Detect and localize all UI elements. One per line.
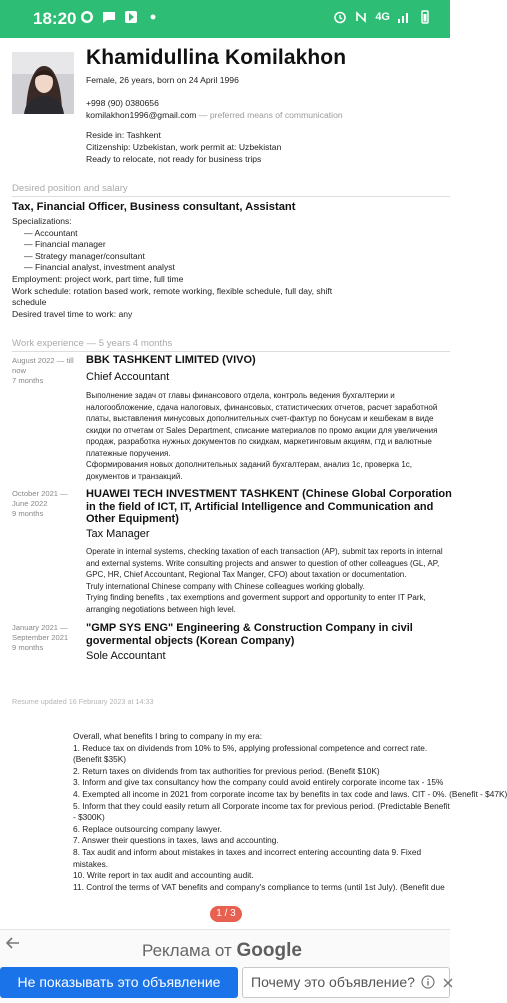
benefits-line: 11. Control the terms of VAT benefits and company's compliance to terms (until 1st July). (Benefit due (73, 881, 445, 892)
desired-details (12, 216, 342, 320)
benefits-line: Overall, what benefits I bring to company in my era⁣: (73, 731, 263, 741)
benefits-line: 7. Answer their questions in taxes, laws and accounting. (73, 835, 279, 846)
back-arrow-icon[interactable] (6, 936, 20, 950)
close-icon[interactable] (443, 978, 453, 988)
desired-position-title: Tax, Financial Officer, Business consultant, Assistant (12, 201, 296, 213)
why-ad-button[interactable] (242, 967, 450, 998)
app-icon (124, 10, 138, 24)
candidate-meta: Female, 26 years, born on 24 April 1996 (86, 75, 239, 85)
benefits-list (73, 731, 507, 901)
nfc-icon (354, 10, 368, 24)
ad-banner (0, 929, 450, 1003)
resume-updated: Resume updated 16 February 2023 at 14:33 (12, 697, 154, 706)
battery-icon (418, 10, 432, 24)
job-period (12, 356, 82, 386)
signal-icon (397, 10, 411, 24)
info-icon (421, 975, 435, 989)
job-company: HUAWEI TECH INVESTMENT TASHKENT (Chinese Global Corporation in the field of ICT, IT, Artificial Intelligence and Communication and Other Equipment) (86, 488, 452, 525)
benefits-line: 10. Write report in tax audit and accounting audit. (73, 870, 254, 881)
notification-icons (80, 10, 160, 24)
work-schedule: Work schedule: rotation based work, remote working, flexible schedule, full day, shift schedule (12, 285, 333, 308)
hide-ad-button[interactable]: Не показывать это объявление (0, 967, 238, 998)
job-duration: 7 months (12, 376, 44, 385)
message-icon (102, 10, 116, 24)
dot-icon (146, 10, 160, 24)
ad-label-prefix: Реклама от (142, 941, 232, 960)
whatsapp-icon (80, 10, 94, 24)
profile-photo-image (12, 52, 74, 114)
job-role: Sole Accountant (86, 650, 166, 662)
experience-section-title: Work experience — 5 years 4 months (12, 338, 450, 352)
benefits-line: 2. Return taxes on dividends from tax authorities for previous period. (Benefit $10K) (73, 765, 380, 776)
specializations-label: Specializations: (12, 216, 72, 226)
job-description: Выполнение задач от главы финансового отдела, контроль ведения бухгалтерии и налогообложение, сдача налоговых, финансовых, статистических отчетов, расчет заработной платы, выставления минусовых дополнительных счет-фактур по бонусам и кешбекам в виде скидки по отчетам от Sales Department, списание материалов по промо акции для увеличения продаж, разработка нужных документов по скидкам, маркетинговым акциям, гтд и валютные платежные поручения. Сформирования новых дополнительных заданий бухгалтерам, анализ 1с, проверка 1с, документов и транзакций. (86, 391, 438, 481)
benefits-line: 1. Reduce tax on dividends from 10% to 5%, applying professional competence and correct rate. (Benefit $35K) (73, 742, 428, 765)
email-note: — preferred means of communication (198, 110, 343, 120)
job-company: BBK TASHKENT LIMITED (VIVO) (86, 354, 256, 366)
ad-label (142, 940, 302, 962)
job-dates: October 2021 — June 2022 (12, 489, 68, 508)
specialization-item: — Strategy manager/consultant (12, 251, 342, 263)
benefits-line: 3. Inform and give tax consultancy how the company could avoid entirely corporate income tax - 15% (73, 777, 444, 788)
travel-time: Desired travel time to work: any (12, 308, 133, 319)
specialization-item: — Financial manager (12, 239, 342, 251)
status-time: 18:20 (33, 9, 77, 28)
benefits-line: 5. Inform that they could easily return all Corporate income tax for previous period. (Predictable Benefit - $300K) (73, 800, 450, 823)
ad-label-brand: Google (236, 940, 302, 961)
email-line (86, 109, 343, 121)
system-icons (333, 10, 432, 24)
profile-photo (12, 52, 74, 114)
citizenship: Citizenship: Uzbekistan, work permit at: Uzbekistan (86, 142, 282, 152)
benefits-line: 4. Exempted all income in 2021 from corporate income tax by benefits in tax code and laws. CIT - 0%. (Benefit - $47K) (73, 788, 507, 799)
specialization-item: — Accountant (12, 228, 342, 240)
page-indicator: 1 / 3 (210, 906, 242, 922)
job-duration: 9 months (12, 643, 44, 652)
email-link[interactable]: komilakhon1996@gmail.com (86, 110, 197, 120)
specialization-item: — Financial analyst, investment analyst (12, 262, 342, 274)
residence: Reside in: Tashkent (86, 130, 161, 140)
job-dates: August 2022 — till now (12, 356, 74, 375)
job-duration: 9 months (12, 509, 44, 518)
candidate-name: Khamidullina Komilakhon (86, 46, 347, 69)
job-description: Operate in internal systems, checking taxation of each transaction (AP), submit tax reports in internal and external systems. Write consulting projects and answer to question of other colleagues (GL, AP, GPC, HR, Chief Accountant, Regional Tax Manger, CFO) about taxation or documentation. Truly international Chinese company with Chinese colleagues working globally. Trying finding benefits , tax exemptions and goverment support and opportunity to enter IT Park, arranging negotiations between high level. (86, 547, 443, 614)
job-period (12, 623, 82, 653)
job-period (12, 489, 82, 519)
job-company: "GMP SYS ENG" Engineering & Construction Company in civil govermental objects (Korean Company) (86, 622, 413, 647)
phone-number[interactable]: +998 (90) 0380656 (86, 98, 159, 108)
job-dates: January 2021 — September 2021 (12, 623, 69, 642)
desired-section-title: Desired position and salary (12, 183, 450, 197)
benefits-line: 8. Tax audit and inform about mistakes in taxes and incorrect entering accounting data 9. Fixed mistakes. (73, 846, 422, 869)
relocation: Ready to relocate, not ready for business trips (86, 154, 262, 164)
why-ad-label: Почему это объявление? (251, 974, 415, 990)
network-type: 4G (375, 11, 390, 23)
benefits-line: 6. Replace outsourcing company lawyer. (73, 823, 222, 834)
job-role: Tax Manager (86, 528, 150, 540)
alarm-icon (333, 10, 347, 24)
status-bar (0, 0, 450, 38)
job-role: Chief Accountant (86, 371, 170, 383)
employment-type: Employment: project work, part time, full time (12, 273, 184, 284)
